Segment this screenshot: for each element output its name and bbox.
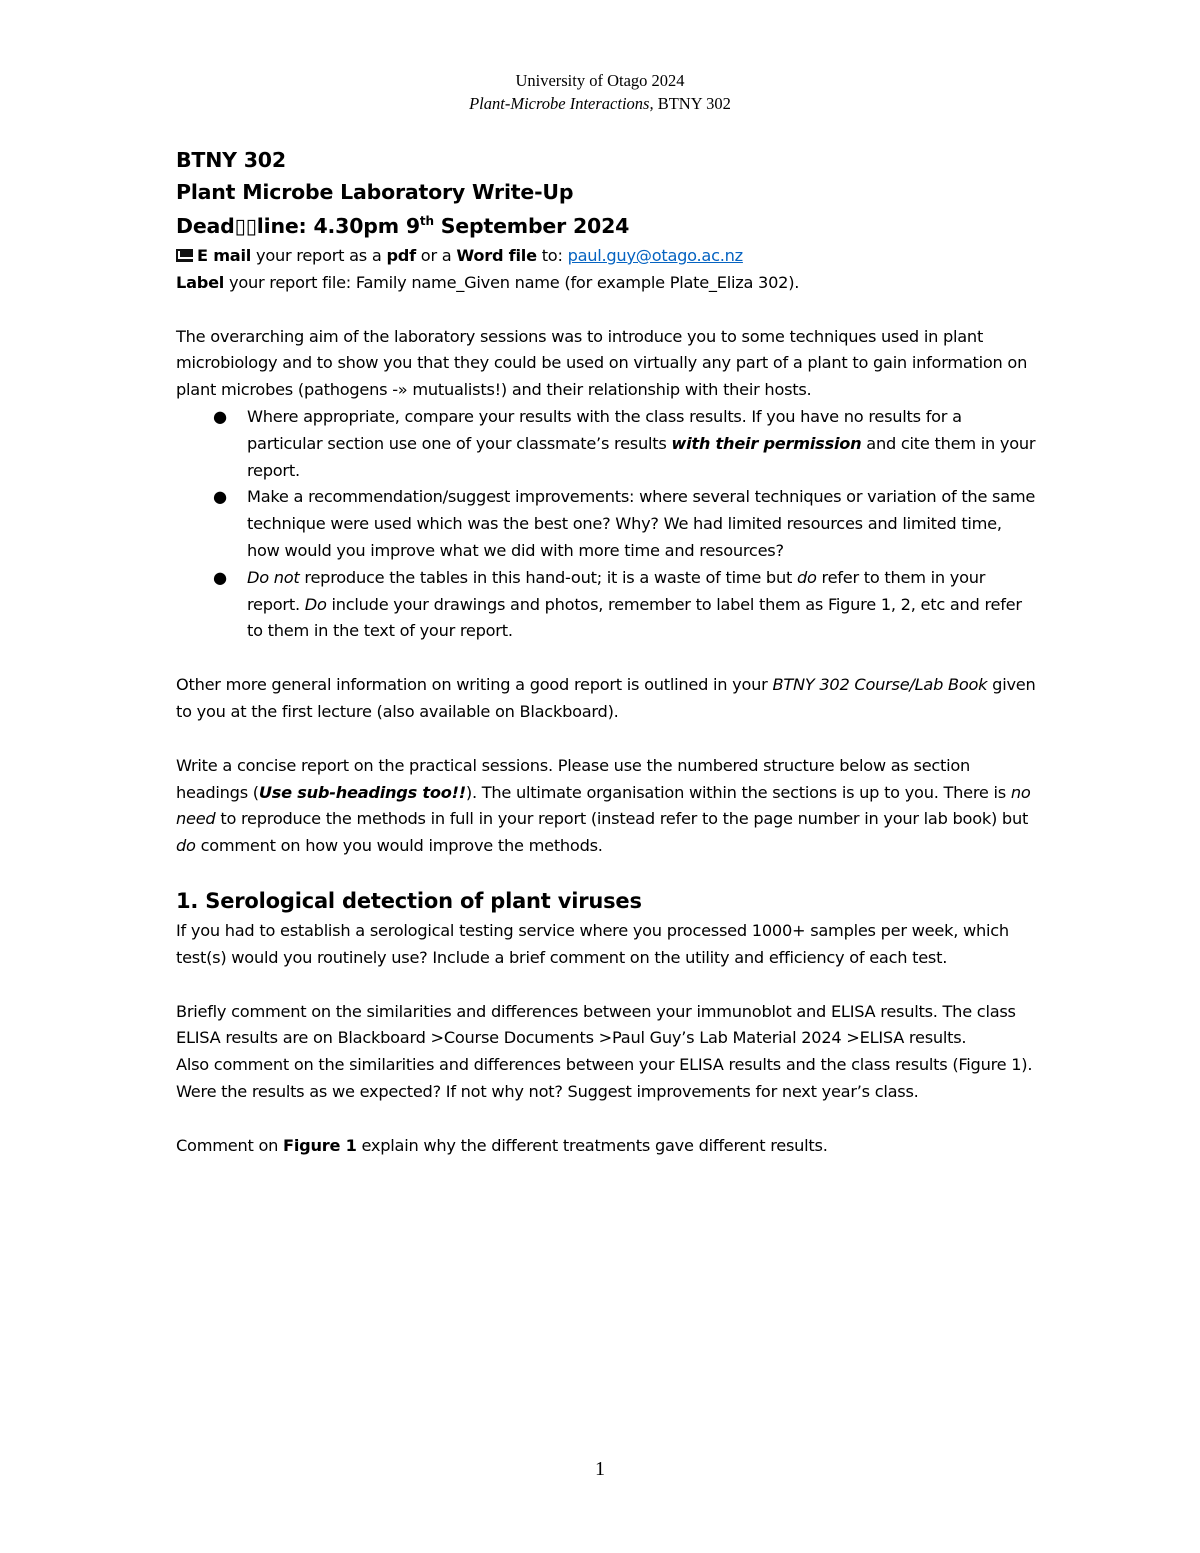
paragraph-text: Other more general information on writing a good report is outlined in your xyxy=(176,675,773,695)
document-body xyxy=(176,145,1036,1160)
submission-text: your report as a xyxy=(251,246,387,265)
course-code-title: BTNY 302 xyxy=(176,148,286,172)
section-paragraph: Also comment on the similarities and differences between your ELISA results and the class results (Figure 1). Were the results as we expected? If not why not? Suggest improvements for next year’s class. xyxy=(176,1055,1033,1101)
header-course-code: BTNY 302 xyxy=(653,94,731,113)
deadline-date: September 2024 xyxy=(433,214,630,238)
emphasis-text: do xyxy=(796,567,817,587)
deadline-superscript: th xyxy=(419,214,434,229)
emphasis-text: do xyxy=(176,836,196,856)
emphasis-text: with their permission xyxy=(671,433,862,453)
submission-text: or a xyxy=(415,246,457,265)
instruction-list xyxy=(176,404,1036,645)
document-title: Plant Microbe Laboratory Write-Up xyxy=(176,180,574,204)
paragraph-text: to reproduce the methods in full in your report (instead refer to the page number in your lab book) but xyxy=(215,809,1029,829)
paragraph-text: Comment on xyxy=(176,1135,284,1155)
section-paragraph xyxy=(176,1133,1036,1160)
deadline-line xyxy=(176,209,1036,243)
deadline-label: Dead▯▯line: 4.30pm 9 xyxy=(176,214,420,238)
pdf-label: pdf xyxy=(386,246,416,265)
emphasis-text: Use sub-headings too!! xyxy=(258,782,466,802)
section-paragraph: If you had to establish a serological testing service where you processed 1000+ samples per week, which test(s) would you routinely use? Include a brief comment on the utility and efficiency of each test. xyxy=(176,920,1009,967)
label-line xyxy=(176,270,1036,297)
section-paragraph: Briefly comment on the similarities and differences between your immunoblot and ELISA results. The class ELISA results are on Blackboard >Course Documents >Paul Guy’s Lab Material 2024 >ELISA results. xyxy=(176,1001,1016,1048)
submission-line xyxy=(176,243,1036,270)
bullet-icon: ● xyxy=(213,487,227,507)
list-text: Where appropriate, compare your results with the class results. If you have no results for a particular section use one of your classmate’s results xyxy=(247,406,962,453)
envelope-icon xyxy=(176,249,193,262)
list-text: and cite them in your report. xyxy=(247,433,1036,480)
list-item xyxy=(176,484,1036,564)
bullet-icon: ● xyxy=(213,567,227,587)
list-item xyxy=(176,404,1036,484)
write-report-paragraph xyxy=(176,753,1036,860)
bullet-icon: ● xyxy=(213,406,227,426)
paragraph-text: comment on how you would improve the methods. xyxy=(195,836,603,856)
book-title: BTNY 302 Course/Lab Book xyxy=(772,675,988,695)
label-bold: Label xyxy=(176,272,225,292)
running-header-course xyxy=(0,93,1200,115)
list-text: Make a recommendation/suggest improvements: where several techniques or variation of the same technique were used which was the best one? Why? We had limited resources and limited time, how would you improve what we did with more time and resources? xyxy=(247,487,1036,560)
list-text: include your drawings and photos, remember to label them as Figure 1, 2, etc and refer to them in the text of your report. xyxy=(247,594,1022,641)
label-instructions: your report file: Family name_Given name (for example Plate_Eliza 302). xyxy=(224,272,800,292)
email-label: E mail xyxy=(197,246,252,265)
list-item xyxy=(176,565,1036,645)
email-link[interactable]: paul.guy@otago.ac.nz xyxy=(567,246,743,265)
emphasis-text: Do xyxy=(304,594,327,614)
figure-reference: Figure 1 xyxy=(283,1135,357,1155)
intro-paragraph: The overarching aim of the laboratory sessions was to introduce you to some techniques used in plant microbiology and to show you that they could be used on virtually any part of a plant to gain information on plant microbes (pathogens -» mutualists!) and their relationship with their hosts. xyxy=(176,326,1028,400)
header-course-title: Plant-Microbe Interactions, xyxy=(469,94,654,113)
paragraph-text: explain why the different treatments gave different results. xyxy=(356,1135,828,1155)
list-text: reproduce the tables in this hand-out; it is a waste of time but xyxy=(299,567,797,587)
paragraph-text: Write a concise report on the practical sessions. Please use the numbered structure below as section headings ( xyxy=(176,755,971,802)
emphasis-text: Do not xyxy=(247,567,300,587)
emphasis-text: no need xyxy=(176,782,1031,829)
submission-text: to: xyxy=(536,246,568,265)
word-file-label: Word file xyxy=(456,246,537,265)
paragraph-text: ). The ultimate organisation within the sections is up to you. There is xyxy=(465,782,1011,802)
section-heading: 1. Serological detection of plant viruses xyxy=(176,888,642,913)
paragraph-text: given to you at the first lecture (also available on Blackboard). xyxy=(176,675,1036,721)
general-info-paragraph xyxy=(176,672,1036,726)
page-number: 1 xyxy=(595,1458,605,1480)
list-text: refer to them in your report. xyxy=(247,567,986,614)
running-header-institution: University of Otago 2024 xyxy=(515,71,685,90)
